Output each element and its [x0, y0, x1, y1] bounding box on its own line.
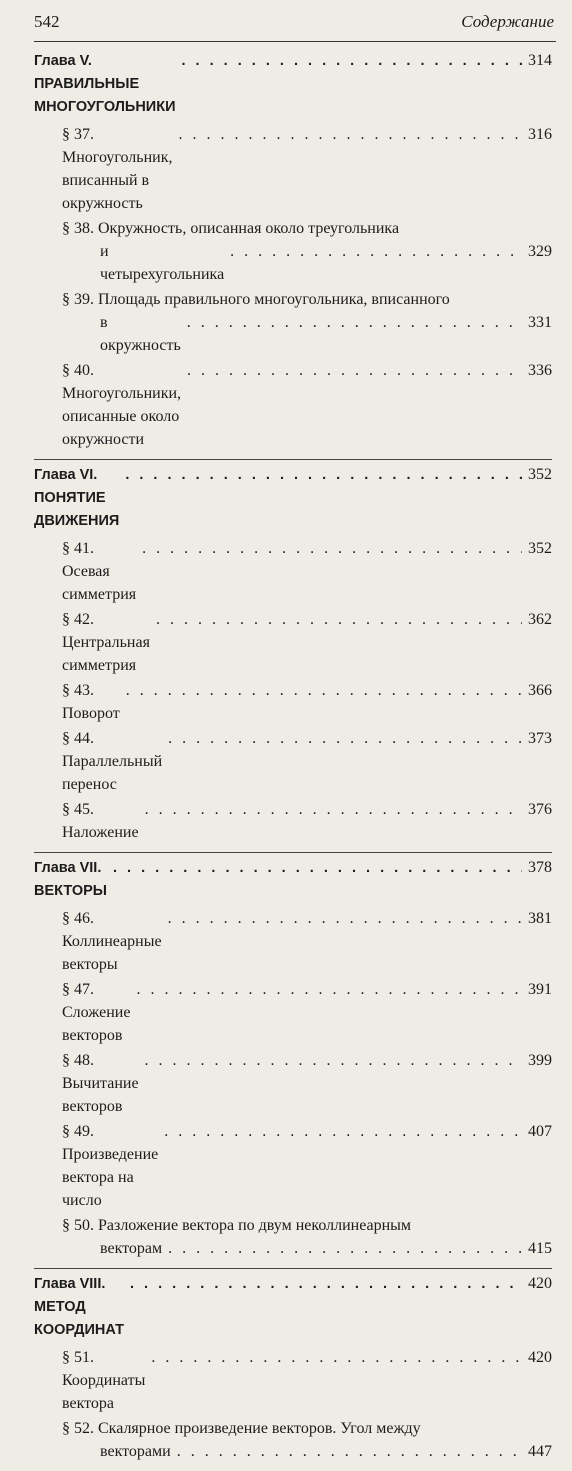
- section-number: § 50.: [62, 1217, 94, 1234]
- section-number: § 47.: [62, 981, 94, 998]
- section-page: 407: [528, 1123, 552, 1140]
- page-header: [34, 12, 554, 36]
- section-number: § 42.: [62, 611, 94, 628]
- section-page: 316: [528, 126, 552, 143]
- page-number: 542: [34, 12, 60, 31]
- leader-dots: [230, 240, 522, 263]
- section-entry: [34, 1416, 552, 1471]
- section-title: Коллинеарные векторы: [62, 933, 162, 973]
- section-title: Многоугольники, описанные около окружности: [62, 385, 182, 448]
- section-page: 420: [528, 1349, 552, 1366]
- section-title: Многоугольник, вписанный в окружность: [62, 149, 173, 212]
- section-entry: [34, 977, 552, 1048]
- section-title-line1: Окружность, описанная около треугольника: [98, 220, 400, 237]
- running-title: Содержание: [461, 12, 554, 31]
- section-entry: [34, 678, 552, 726]
- leader-dots: [126, 679, 522, 702]
- leader-dots: [151, 1346, 522, 1369]
- section-title-line2: векторам: [100, 1240, 163, 1257]
- section-title: Параллельный перенос: [62, 753, 163, 793]
- section-entry: [34, 1119, 552, 1213]
- header-rule: [34, 41, 556, 42]
- section-entry: [34, 797, 552, 852]
- section-entry: [34, 607, 552, 678]
- chapter-heading: [34, 1269, 552, 1345]
- section-title-line1: Площадь правильного многоугольника, вписанного: [98, 291, 450, 308]
- section-title-line1: Скалярное произведение векторов. Угол между: [98, 1420, 421, 1437]
- section-entry: [34, 358, 552, 459]
- section-title: Вычитание векторов: [62, 1075, 139, 1115]
- section-entry: [34, 122, 552, 216]
- section-number: § 45.: [62, 801, 94, 818]
- section-page: 366: [528, 682, 552, 699]
- leader-dots: [125, 464, 522, 487]
- leader-dots: [113, 857, 522, 880]
- section-page: 352: [528, 540, 552, 557]
- section-number: § 44.: [62, 730, 94, 747]
- leader-dots: [168, 1237, 522, 1260]
- section-page: 415: [528, 1240, 552, 1257]
- chapter-page: 420: [528, 1275, 552, 1292]
- section-page: 329: [528, 243, 552, 260]
- leader-dots: [187, 359, 522, 382]
- leader-dots: [145, 1049, 522, 1072]
- section-page: 336: [528, 362, 552, 379]
- section-page: 447: [528, 1443, 552, 1460]
- section-entry: [34, 536, 552, 607]
- section-number: § 43.: [62, 682, 94, 699]
- section-number: § 41.: [62, 540, 94, 557]
- section-title-line2: векторами: [100, 1443, 171, 1460]
- section-title: Наложение: [62, 824, 139, 841]
- leader-dots: [168, 727, 522, 750]
- section-title: Сложение векторов: [62, 1004, 131, 1044]
- section-title: Центральная симметрия: [62, 634, 150, 674]
- section-title: Координаты вектора: [62, 1372, 146, 1412]
- chapter-title: Глава V. ПРАВИЛЬНЫЕ МНОГОУГОЛЬНИКИ: [34, 53, 176, 115]
- section-title: Осевая симметрия: [62, 563, 137, 603]
- section-number: § 52.: [62, 1420, 94, 1437]
- chapter-block: [34, 46, 552, 459]
- section-page: 399: [528, 1052, 552, 1069]
- chapter-page: 378: [528, 859, 552, 876]
- section-title: Произведение вектора на число: [62, 1146, 159, 1209]
- chapter-heading: [34, 853, 552, 906]
- section-title-line1: Разложение вектора по двум неколлинеарным: [98, 1217, 412, 1234]
- section-title-line2: в окружность: [100, 314, 181, 354]
- section-number: § 48.: [62, 1052, 94, 1069]
- section-title: Поворот: [62, 705, 120, 722]
- chapter-block: [34, 1268, 552, 1471]
- section-entry: [34, 287, 552, 358]
- leader-dots: [136, 978, 522, 1001]
- section-entry: [34, 1213, 552, 1268]
- section-entry: [34, 726, 552, 797]
- chapter-block: [34, 852, 552, 1268]
- section-entry: [34, 216, 552, 287]
- section-entry: [34, 906, 552, 977]
- chapter-heading: [34, 46, 552, 122]
- section-page: 391: [528, 981, 552, 998]
- section-page: 373: [528, 730, 552, 747]
- section-number: § 49.: [62, 1123, 94, 1140]
- section-number: § 39.: [62, 291, 94, 308]
- chapter-page: 352: [528, 466, 552, 483]
- leader-dots: [130, 1273, 522, 1296]
- chapter-page: 314: [528, 52, 552, 69]
- section-number: § 51.: [62, 1349, 94, 1366]
- section-number: § 38.: [62, 220, 94, 237]
- section-number: § 40.: [62, 362, 94, 379]
- chapter-heading: [34, 460, 552, 536]
- leader-dots: [156, 608, 522, 631]
- section-title-line2: и четырехугольника: [100, 243, 225, 283]
- leader-dots: [145, 798, 522, 821]
- leader-dots: [187, 311, 522, 334]
- leader-dots: [164, 1120, 522, 1143]
- leader-dots: [178, 123, 522, 146]
- chapter-title: Глава VIII. МЕТОД КООРДИНАТ: [34, 1276, 124, 1338]
- section-entry: [34, 1345, 552, 1416]
- section-page: 331: [528, 314, 552, 331]
- chapter-title: Глава VII. ВЕКТОРЫ: [34, 860, 107, 899]
- leader-dots: [182, 50, 523, 73]
- section-entry: [34, 1048, 552, 1119]
- chapter-block: [34, 459, 552, 852]
- section-page: 381: [528, 910, 552, 927]
- section-page: 376: [528, 801, 552, 818]
- chapter-title: Глава VI. ПОНЯТИЕ ДВИЖЕНИЯ: [34, 467, 120, 529]
- leader-dots: [142, 537, 522, 560]
- section-number: § 46.: [62, 910, 94, 927]
- table-of-contents: [34, 46, 552, 1471]
- leader-dots: [168, 907, 522, 930]
- section-page: 362: [528, 611, 552, 628]
- leader-dots: [177, 1440, 522, 1463]
- section-number: § 37.: [62, 126, 94, 143]
